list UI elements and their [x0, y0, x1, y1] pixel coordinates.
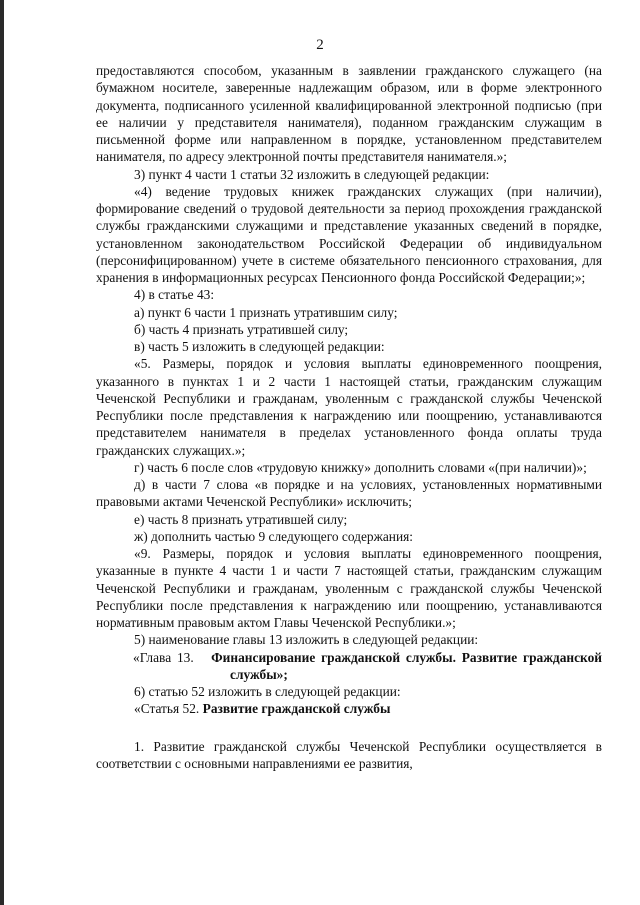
page-left-edge — [0, 0, 4, 905]
paragraph: предоставляются способом, указанным в заявлении гражданского служащего (на бумажном носителе, заверенные надлежащим образом, или в форме электронного документа, подписанного усиленной квалифицированной электронной подписью (при ее наличии у представителя нанимателя), поданном гражданским служащим в письменной форме или направленном в порядке, установленном представителем нанимателя, по адресу электронной почты представителя нанимателя.»; — [96, 63, 602, 165]
paragraph: «4) ведение трудовых книжек гражданских служащих (при наличии), формирование сведений о трудовой деятельности за период прохождения гражданской службы гражданскими служащими и представление указанных сведений в порядке, установленном законодательством Российской Федерации об индивидуальном (персонифицированном) учете в системе обязательного пенсионного страхования, для хранения в информационных ресурсах Пенсионного фонда Российской Федерации;»; — [96, 183, 602, 285]
paragraph: 6) статью 52 изложить в следующей редакции: — [134, 684, 401, 699]
paragraph: «9. Размеры, порядок и условия выплаты единовременного поощрения, указанные в пункте 4 части 1 и части 7 настоящей статьи, гражданским служащим Чеченской Республики и гражданам, уволенным с гражданской службы Чеченской Республики после представления к награждению или поощрению, устанавливаются нормативным правовым актом Главы Чеченской Республики.»; — [96, 546, 602, 630]
page-number: 2 — [316, 37, 324, 53]
paragraph: ж) дополнить частью 9 следующего содержания: — [134, 528, 414, 544]
paragraph: в) часть 5 изложить в следующей редакции: — [134, 339, 385, 354]
paragraph: д) в части 7 слова «в порядке и на условиях, установленных нормативными правовыми актами Чеченской Республики» исключить; — [96, 477, 602, 510]
article-heading — [96, 700, 602, 717]
paragraph: б) часть 4 признать утратившей силу; — [134, 321, 349, 337]
article-heading-prefix: «Статья 52. — [134, 701, 200, 717]
chapter-heading-title: Финансирование гражданской службы. Развитие гражданской службы»; — [211, 649, 602, 682]
chapter-heading-prefix: «Глава 13. — [133, 649, 194, 665]
paragraph: г) часть 6 после слов «трудовую книжку» дополнить словами «(при наличии)»; — [134, 459, 587, 475]
document-body — [96, 62, 602, 772]
paragraph: 3) пункт 4 части 1 статьи 32 изложить в следующей редакции: — [134, 166, 490, 182]
paragraph: 5) наименование главы 13 изложить в следующей редакции: — [134, 632, 479, 648]
article-heading-title: Развитие гражданской службы — [202, 701, 391, 717]
paragraph: 1. Развитие гражданской службы Чеченской Республики осуществляется в соответствии с основными направлениями ее развития, — [96, 738, 602, 771]
paragraph: а) пункт 6 части 1 признать утратившим силу; — [134, 304, 398, 320]
paragraph: 4) в статье 43: — [134, 287, 215, 303]
chapter-heading — [96, 649, 602, 684]
paragraph: е) часть 8 признать утратившей силу; — [134, 511, 348, 527]
paragraph: «5. Размеры, порядок и условия выплаты единовременного поощрения, указанного в пунктах 1 и 2 части 1 настоящей статьи, гражданским служащим Чеченской Республики и гражданам, уволенным с гражданской службы Чеченской Республики после представления к награждению или поощрению, устанавливаются представителем нанимателя в пределах установленного фонда оплаты труда гражданских служащих.»; — [96, 356, 602, 458]
